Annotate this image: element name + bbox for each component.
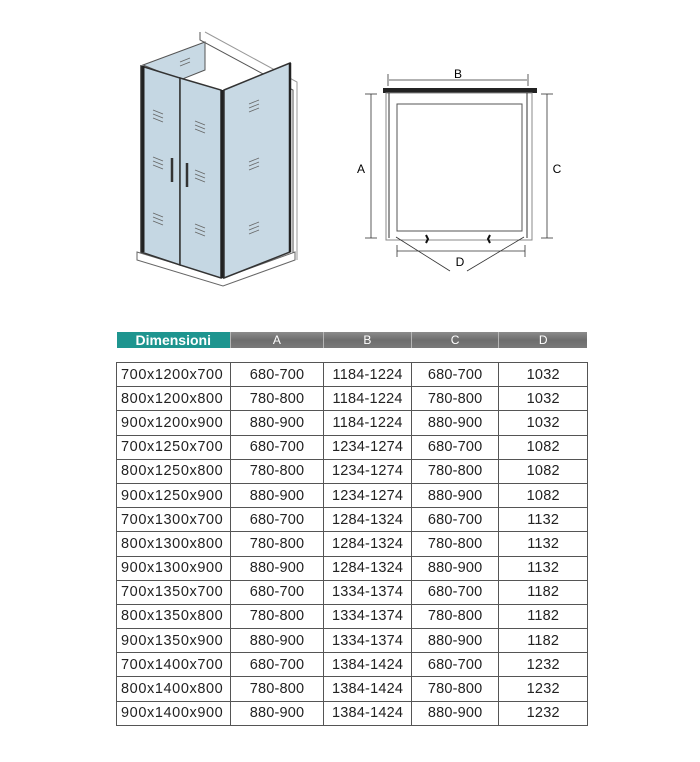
size-cell: 700x1200x700 — [117, 363, 231, 387]
b-cell: 1384-1424 — [324, 701, 412, 725]
label-c: C — [552, 162, 562, 176]
table-row — [117, 435, 588, 459]
d-cell: 1132 — [499, 532, 588, 556]
a-cell: 680-700 — [230, 435, 324, 459]
b-cell: 1334-1374 — [324, 604, 412, 628]
size-cell: 700x1250x700 — [117, 435, 231, 459]
size-cell: 900x1200x900 — [117, 411, 231, 435]
size-cell: 800x1300x800 — [117, 532, 231, 556]
d-cell: 1182 — [499, 629, 588, 653]
d-cell: 1232 — [499, 653, 588, 677]
c-cell: 880-900 — [411, 701, 499, 725]
size-cell: 800x1350x800 — [117, 604, 231, 628]
c-cell: 880-900 — [411, 556, 499, 580]
size-cell: 900x1300x900 — [117, 556, 231, 580]
b-cell: 1184-1224 — [324, 387, 412, 411]
c-cell: 680-700 — [411, 435, 499, 459]
c-cell: 680-700 — [411, 653, 499, 677]
table-row — [117, 532, 588, 556]
table-header — [117, 332, 587, 348]
b-cell: 1334-1374 — [324, 629, 412, 653]
table-row — [117, 677, 588, 701]
a-cell: 880-900 — [230, 556, 324, 580]
a-cell: 880-900 — [230, 701, 324, 725]
dimensions-table — [116, 362, 588, 726]
table-row — [117, 556, 588, 580]
a-cell: 880-900 — [230, 629, 324, 653]
c-cell: 680-700 — [411, 363, 499, 387]
table-row — [117, 508, 588, 532]
a-cell: 680-700 — [230, 363, 324, 387]
b-cell: 1284-1324 — [324, 508, 412, 532]
table-row — [117, 483, 588, 507]
d-cell: 1032 — [499, 411, 588, 435]
table-row — [117, 604, 588, 628]
c-cell: 780-800 — [411, 387, 499, 411]
d-cell: 1182 — [499, 604, 588, 628]
a-cell: 680-700 — [230, 653, 324, 677]
b-cell: 1234-1274 — [324, 435, 412, 459]
size-cell: 700x1400x700 — [117, 653, 231, 677]
d-cell: 1132 — [499, 508, 588, 532]
size-cell: 700x1350x700 — [117, 580, 231, 604]
c-cell: 780-800 — [411, 677, 499, 701]
header-c: C — [411, 332, 499, 348]
a-cell: 680-700 — [230, 580, 324, 604]
c-cell: 680-700 — [411, 508, 499, 532]
d-cell: 1032 — [499, 387, 588, 411]
b-cell: 1184-1224 — [324, 363, 412, 387]
table-row — [117, 701, 588, 725]
d-cell: 1232 — [499, 677, 588, 701]
size-cell: 900x1350x900 — [117, 629, 231, 653]
a-cell: 780-800 — [230, 677, 324, 701]
c-cell: 780-800 — [411, 604, 499, 628]
size-cell: 800x1200x800 — [117, 387, 231, 411]
c-cell: 880-900 — [411, 629, 499, 653]
b-cell: 1184-1224 — [324, 411, 412, 435]
d-cell: 1082 — [499, 435, 588, 459]
d-cell: 1032 — [499, 363, 588, 387]
table-row — [117, 387, 588, 411]
shower-enclosure-illustration — [125, 30, 305, 290]
d-cell: 1232 — [499, 701, 588, 725]
table-row — [117, 653, 588, 677]
a-cell: 780-800 — [230, 459, 324, 483]
d-cell: 1132 — [499, 556, 588, 580]
c-cell: 680-700 — [411, 580, 499, 604]
b-cell: 1284-1324 — [324, 532, 412, 556]
a-cell: 680-700 — [230, 508, 324, 532]
header-b: B — [323, 332, 411, 348]
b-cell: 1384-1424 — [324, 653, 412, 677]
b-cell: 1234-1274 — [324, 459, 412, 483]
a-cell: 780-800 — [230, 532, 324, 556]
label-d: D — [455, 255, 465, 269]
table-row — [117, 459, 588, 483]
header-dimensioni: Dimensioni — [117, 332, 230, 348]
a-cell: 880-900 — [230, 483, 324, 507]
d-cell: 1182 — [499, 580, 588, 604]
a-cell: 880-900 — [230, 411, 324, 435]
b-cell: 1234-1274 — [324, 483, 412, 507]
d-cell: 1082 — [499, 459, 588, 483]
b-cell: 1384-1424 — [324, 677, 412, 701]
a-cell: 780-800 — [230, 387, 324, 411]
c-cell: 880-900 — [411, 411, 499, 435]
b-cell: 1334-1374 — [324, 580, 412, 604]
size-cell: 900x1400x900 — [117, 701, 231, 725]
table-row — [117, 580, 588, 604]
d-cell: 1082 — [499, 483, 588, 507]
c-cell: 780-800 — [411, 532, 499, 556]
size-cell: 700x1300x700 — [117, 508, 231, 532]
header-a: A — [230, 332, 324, 348]
a-cell: 780-800 — [230, 604, 324, 628]
c-cell: 880-900 — [411, 483, 499, 507]
b-cell: 1284-1324 — [324, 556, 412, 580]
table-row — [117, 411, 588, 435]
label-a: A — [356, 162, 366, 176]
header-d: D — [498, 332, 587, 348]
size-cell: 800x1250x800 — [117, 459, 231, 483]
size-cell: 900x1250x900 — [117, 483, 231, 507]
table-row — [117, 629, 588, 653]
label-b: B — [453, 67, 463, 81]
size-cell: 800x1400x800 — [117, 677, 231, 701]
table-row — [117, 363, 588, 387]
c-cell: 780-800 — [411, 459, 499, 483]
plan-view-diagram — [340, 50, 580, 290]
